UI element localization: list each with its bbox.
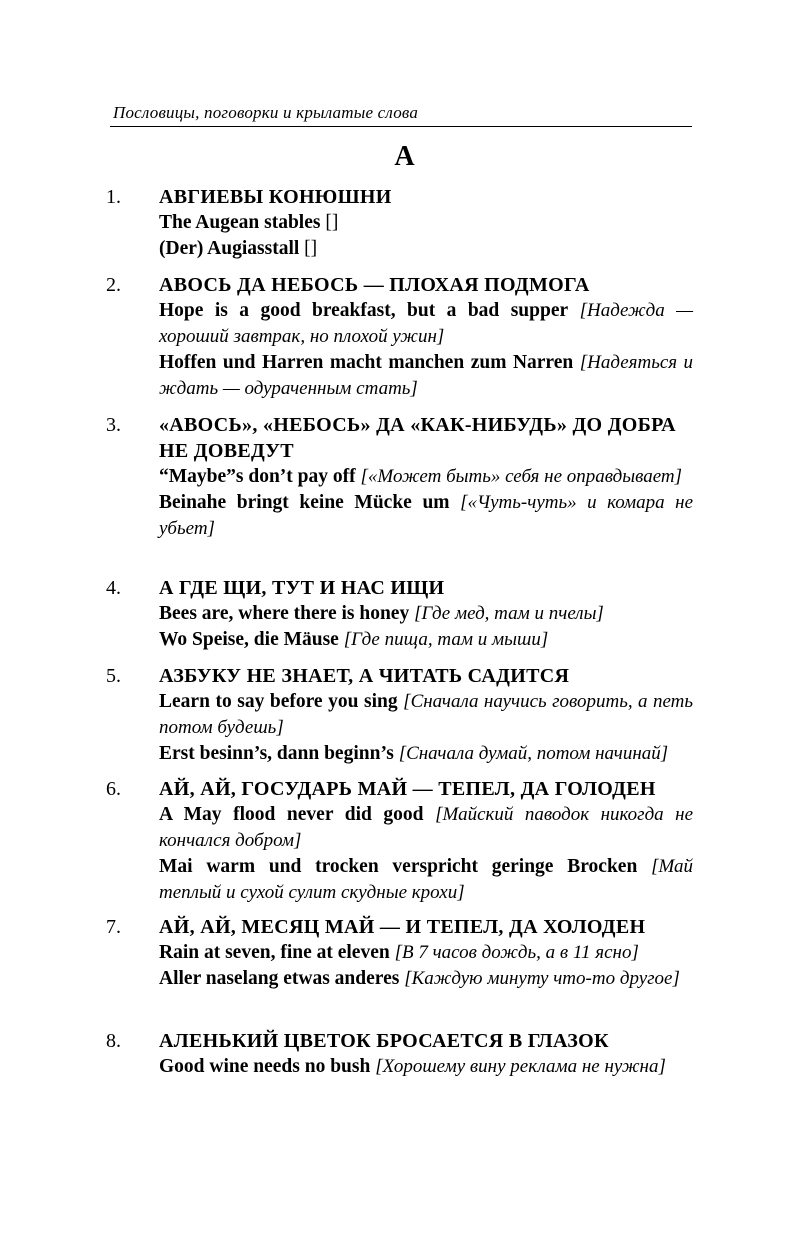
english-equivalent	[159, 689, 693, 741]
entry-number: 2.	[106, 274, 121, 296]
translation: [Сначала научись говорить, а петь потом будешь]	[159, 691, 693, 738]
entry-number: 5.	[106, 665, 121, 687]
section-letter	[0, 141, 803, 173]
translation: [Надежда — хороший завтрак, но плохой ужин]	[159, 300, 693, 347]
proverb-text: Wo Speise, die Mäuse	[159, 629, 339, 650]
running-head: Пословицы, поговорки и крылатые слова	[113, 103, 419, 122]
proverb-text: Erst besinn’s, dann beginn’s	[159, 743, 394, 764]
proverb-text: A May flood never did good	[159, 804, 424, 825]
entry-body	[159, 776, 693, 906]
english-equivalent	[159, 940, 693, 966]
german-equivalent	[159, 236, 693, 262]
proverb-text: The Augean stables	[159, 212, 321, 233]
translation: [Майский паводок никогда не кончался добром]	[159, 804, 694, 851]
section-letter-text: А	[394, 141, 415, 172]
entry-body	[159, 1028, 693, 1080]
entry-body	[159, 914, 693, 992]
german-equivalent	[159, 854, 693, 906]
proverb-text: Learn to say before you sing	[159, 691, 398, 712]
proverb-text: Mai warm und trocken verspricht geringe Brocken	[159, 856, 638, 877]
entry-heading: А ГДЕ ЩИ, ТУТ И НАС ИЩИ	[159, 577, 445, 599]
entry-body	[159, 184, 693, 262]
translation: [Хорошему вину реклама не нужна]	[375, 1056, 666, 1077]
german-equivalent	[159, 741, 693, 767]
english-equivalent	[159, 464, 693, 490]
entry-body	[159, 412, 693, 542]
translation: []	[325, 212, 339, 233]
english-equivalent	[159, 298, 693, 350]
entry-number: 6.	[106, 778, 121, 800]
english-equivalent	[159, 1054, 693, 1080]
translation: [«Чуть-чуть» и комара не убьет]	[159, 492, 693, 539]
proverb-text: Rain at seven, fine at eleven	[159, 942, 390, 963]
proverb-text: Beinahe bringt keine Mücke um	[159, 492, 450, 513]
entry-body	[159, 575, 693, 653]
entry-heading: АЙ, АЙ, МЕСЯЦ МАЙ — И ТЕПЕЛ, ДА ХОЛОДЕН	[159, 916, 646, 938]
entry-heading: АЛЕНЬКИЙ ЦВЕТОК БРОСАЕТСЯ В ГЛАЗОК	[159, 1030, 609, 1052]
proverb-text: Good wine needs no bush	[159, 1056, 371, 1077]
translation: [Где пища, там и мыши]	[343, 629, 549, 650]
proverb-text: Hope is a good breakfast, but a bad supper	[159, 300, 569, 321]
proverb-text: (Der) Augiasstall	[159, 238, 300, 259]
translation: [В 7 часов дождь, а в 11 ясно]	[394, 942, 639, 963]
translation: []	[304, 238, 318, 259]
entry-heading: АВГИЕВЫ КОНЮШНИ	[159, 186, 392, 208]
translation: [«Может быть» себя не оправдывает]	[360, 466, 683, 487]
entry-number: 4.	[106, 577, 121, 599]
entry-heading: АВОСЬ ДА НЕБОСЬ — ПЛОХАЯ ПОДМОГА	[159, 274, 590, 296]
proverb-text: Bees are, where there is honey	[159, 603, 410, 624]
translation: [Каждую минуту что-то другое]	[404, 968, 680, 989]
entry-body	[159, 272, 693, 402]
proverb-text: “Maybe”s don’t pay off	[159, 466, 356, 487]
proverb-text: Hoffen und Harren macht manchen zum Narren	[159, 352, 574, 373]
german-equivalent	[159, 627, 693, 653]
english-equivalent	[159, 210, 693, 236]
german-equivalent	[159, 490, 693, 542]
translation: [Май теплый и сухой сулит скудные крохи]	[159, 856, 694, 903]
entry-number: 8.	[106, 1030, 121, 1052]
proverb-text: Aller naselang etwas anderes	[159, 968, 400, 989]
english-equivalent	[159, 802, 693, 854]
translation: [Надеяться и ждать — одураченным стать]	[159, 352, 693, 399]
english-equivalent	[159, 601, 693, 627]
header-rule	[110, 126, 692, 127]
entry-heading: АЙ, АЙ, ГОСУДАРЬ МАЙ — ТЕПЕЛ, ДА ГОЛОДЕН	[159, 778, 656, 800]
entry-body	[159, 663, 693, 767]
entry-number: 7.	[106, 916, 121, 938]
entry-number: 3.	[106, 414, 121, 436]
entry-number: 1.	[106, 186, 121, 208]
translation: [Сначала думай, потом начинай]	[398, 743, 669, 764]
entry-heading: АЗБУКУ НЕ ЗНАЕТ, А ЧИТАТЬ САДИТСЯ	[159, 665, 570, 687]
entry-heading: «АВОСЬ», «НЕБОСЬ» ДА «КАК-НИБУДЬ» ДО ДОБРА НЕ ДОВЕДУТ	[159, 414, 676, 462]
german-equivalent	[159, 966, 693, 992]
german-equivalent	[159, 350, 693, 402]
translation: [Где мед, там и пчелы]	[414, 603, 604, 624]
